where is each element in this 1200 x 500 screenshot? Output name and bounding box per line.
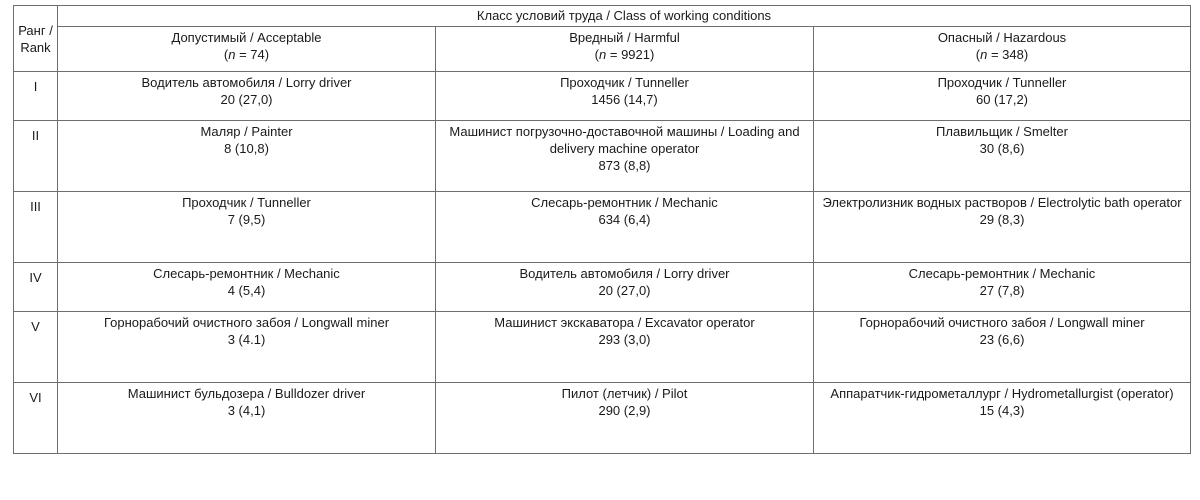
job-count: 20 (27,0): [220, 92, 273, 107]
job-title: Машинист бульдозера / Bulldozer driver: [127, 386, 366, 401]
job-title: Горнорабочий очистного забоя / Longwall miner: [859, 315, 1145, 330]
job-count: 60 (17,2): [975, 92, 1029, 107]
job-title: Плавильщик / Smelter: [936, 124, 1068, 139]
job-count: 3 (4.1): [227, 332, 266, 347]
working-conditions-table: [13, 5, 1191, 454]
table-cell: [814, 192, 1191, 263]
job-title: Водитель автомобиля / Lorry driver: [519, 266, 730, 281]
job-title: Пилот (летчик) / Pilot: [561, 386, 688, 401]
column-n: (n = 348): [975, 47, 1029, 62]
class-header: [58, 6, 1191, 27]
job-title: Слесарь-ремонтник / Mechanic: [531, 195, 718, 210]
table-row: [14, 121, 1191, 192]
table-cell: [436, 121, 814, 192]
table-cell: [58, 121, 436, 192]
job-count: 27 (7,8): [979, 283, 1025, 298]
job-count: 3 (4,1): [227, 403, 266, 418]
table-cell: [814, 121, 1191, 192]
rank-header: [14, 6, 58, 72]
job-title: Проходчик / Tunneller: [560, 75, 689, 90]
job-title: Слесарь-ремонтник / Mechanic: [153, 266, 340, 281]
job-title: Проходчик / Tunneller: [937, 75, 1067, 90]
job-count: 1456 (14,7): [591, 92, 658, 107]
rank-cell: I: [14, 72, 58, 121]
table-cell: [436, 383, 814, 454]
class-header-label: Класс условий труда / Class of working conditions: [476, 8, 772, 23]
job-count: 873 (8,8): [598, 158, 651, 173]
job-count: 15 (4,3): [979, 403, 1025, 418]
job-title: Проходчик / Tunneller: [182, 195, 311, 210]
column-label: Вредный / Harmful: [569, 30, 680, 45]
table-cell: [58, 383, 436, 454]
table-cell: [436, 263, 814, 312]
table-cell: [436, 192, 814, 263]
job-title: Горнорабочий очистного забоя / Longwall miner: [103, 315, 390, 330]
table-cell: [436, 312, 814, 383]
job-count: 30 (8,6): [979, 141, 1025, 156]
table-row: [14, 263, 1191, 312]
table-cell: [814, 312, 1191, 383]
rank-cell: II: [14, 121, 58, 192]
table-row: [14, 192, 1191, 263]
job-count: 290 (2,9): [598, 403, 651, 418]
job-count: 7 (9,5): [227, 212, 266, 227]
rank-header-label: Ранг / Rank: [18, 22, 53, 55]
table-cell: [58, 72, 436, 121]
job-title: Слесарь-ремонтник / Mechanic: [908, 266, 1096, 281]
table-cell: [58, 312, 436, 383]
job-count: 293 (3,0): [598, 332, 651, 347]
table-cell: [814, 383, 1191, 454]
column-header-harmful: [436, 27, 814, 72]
rank-cell: III: [14, 192, 58, 263]
rank-cell: IV: [14, 263, 58, 312]
column-header-acceptable: [58, 27, 436, 72]
table-cell: [58, 192, 436, 263]
job-count: 634 (6,4): [598, 212, 651, 227]
column-n: (n = 74): [223, 47, 270, 62]
job-title: Водитель автомобиля / Lorry driver: [141, 75, 352, 90]
rank-cell: VI: [14, 383, 58, 454]
job-count: 8 (10,8): [224, 141, 269, 156]
table-row: [14, 72, 1191, 121]
job-title: Машинист экскаватора / Excavator operator: [494, 315, 755, 330]
table-row: [14, 383, 1191, 454]
column-header-hazardous: [814, 27, 1191, 72]
job-title: Машинист погрузочно-доставочной машины / Loading and delivery machine operator: [449, 124, 800, 156]
column-n: (n = 9921): [594, 47, 655, 62]
job-title: Аппаратчик-гидрометаллург / Hydrometallurgist (operator): [830, 386, 1174, 401]
job-title: Маляр / Painter: [200, 124, 293, 139]
table-cell: [814, 263, 1191, 312]
job-title: Электролизник водных растворов / Electrolytic bath operator: [822, 195, 1182, 210]
job-count: 29 (8,3): [979, 212, 1025, 227]
rank-cell: V: [14, 312, 58, 383]
table-cell: [58, 263, 436, 312]
table-cell: [436, 72, 814, 121]
job-count: 23 (6,6): [979, 332, 1025, 347]
table-cell: [814, 72, 1191, 121]
column-label: Допустимый / Acceptable: [171, 30, 322, 45]
job-count: 4 (5,4): [227, 283, 266, 298]
column-label: Опасный / Hazardous: [937, 30, 1067, 45]
table-row: [14, 312, 1191, 383]
job-count: 20 (27,0): [598, 283, 651, 298]
